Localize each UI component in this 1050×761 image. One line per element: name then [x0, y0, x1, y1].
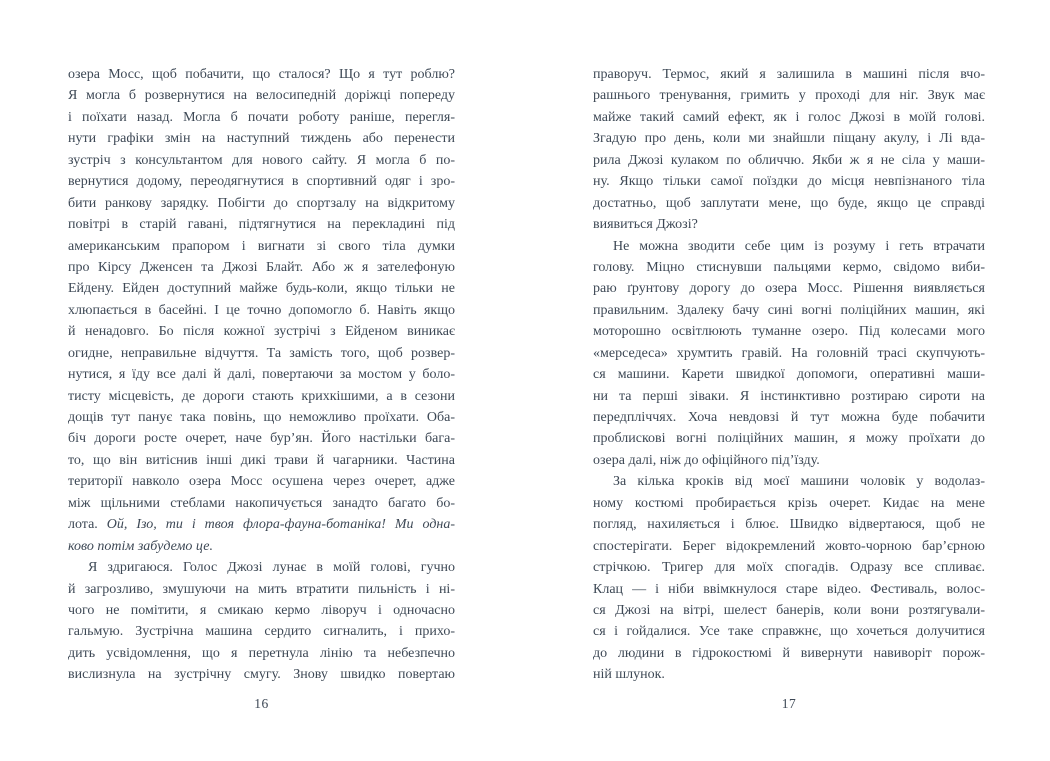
- page-number-left: 16: [254, 696, 269, 711]
- text-line: ся і гойдалися. Усе таке справжнє, що хочеться долучитися: [593, 624, 985, 640]
- text-line: території навколо озера Мосс осушена через очерет, адже: [68, 474, 455, 490]
- text-column-right: [593, 64, 985, 686]
- text-line: стрічкою. Тригер для моїх спогадів. Одразу все спливає.: [593, 560, 985, 576]
- text-line: й загрозливо, змушуючи на мить втратити пильність і ні-: [68, 581, 455, 597]
- text-line: дить усвідомлення, що я перетнула лінію та небезпечно: [68, 645, 455, 661]
- text-line: озера далі, ніж до офіційного під’їзду.: [593, 452, 820, 468]
- text-line: про Кірсу Дженсен та Джозі Блайт. Або ж я зателефоную: [68, 259, 455, 275]
- text-line: ному костюмі пробирається крізь очерет. Кидає на мене: [593, 495, 985, 511]
- text-line: вернутися додому, переодягнутися в спортивний одяг і зро-: [68, 174, 455, 190]
- text-line: зустріч з консультантом для нового сайту. Я могла б по-: [68, 152, 455, 168]
- text-line: лота. Ой, Ізо, ти і твоя флора-фауна-ботаніка! Ми одна-: [68, 517, 455, 533]
- text-line: біч дороги росте очерет, наче бур’ян. Його настільки бага-: [68, 431, 455, 447]
- text-line: ни та перші зіваки. Я інстинктивно розтираю сироти на: [593, 388, 985, 404]
- text-line: Ейдену. Ейден доступний майже будь-коли, якщо тільки не: [68, 281, 455, 297]
- text-line: праворуч. Термос, який я залишила в машині після вчо-: [593, 67, 985, 82]
- text-line: передпліччях. Хоча невдовзі й тут можна буде побачити: [593, 410, 985, 425]
- page-number-right: 17: [781, 696, 797, 711]
- text-line: рила Джозі кулаком по обличчю. Якби ж я не сіла у маши-: [593, 152, 985, 168]
- text-line: Я здригаюся. Голос Джозі лунає в моїй голові, гучно: [88, 560, 455, 576]
- text-line: раю ґрунтову дорогу до озера Мосс. Рішення виявляється: [593, 281, 985, 297]
- text-line: майже такий самий ефект, як і голос Джозі в моїй голові.: [593, 109, 985, 125]
- text-line: озера Мосс, щоб побачити, що сталося? Що я тут роблю?: [68, 67, 455, 82]
- text-line: виявиться Джозі?: [593, 217, 698, 233]
- text-line: чого не помітити, я смикаю кермо ліворуч і одночасно: [68, 602, 455, 618]
- text-line: правильним. Здалеку бачу сині вогні поліційних машин, які: [593, 302, 985, 318]
- text-line: нутися, я їду все далі й далі, повертаючи за мостом у боло-: [68, 367, 455, 383]
- text-line: Клац — і ніби ввімкнулося старе відео. Фестиваль, волос-: [593, 581, 985, 597]
- text-line: «мерседеса» хрумтить гравій. На головній трасі скупчують-: [593, 345, 985, 361]
- text-line: й ненадовго. Бо після кожної зустрічі з Ейденом виникає: [68, 324, 455, 340]
- text-line: погляд, нахиляється і блює. Швидко відвертаюся, щоб не: [593, 517, 985, 533]
- text-line: то, що він витіснив інші дикі трави й чагарники. Частина: [68, 452, 455, 468]
- text-column-left: [68, 64, 455, 686]
- text-line: американським прапором і вигнати зі свого тіла думки: [68, 238, 455, 254]
- text-line: і поїхати назад. Могла б почати роботу раніше, перегля-: [68, 109, 455, 125]
- text-line: гальмую. Зустрічна машина сердито сигналить, і прихо-: [68, 624, 455, 640]
- text-line: нути графіки змін на наступний тиждень або перенести: [68, 131, 455, 147]
- text-line: ній шлунок.: [593, 667, 665, 683]
- text-line: Не можна зводити себе цим із розуму і геть втрачати: [613, 238, 985, 254]
- text-line: ся Джозі на вітрі, шелест банерів, коли вони розтягували-: [593, 602, 985, 618]
- text-line: ся машини. Карети швидкої допомоги, оперативні маши-: [593, 367, 985, 383]
- text-line: хлюпається в басейні. І це точно допомогло б. Навіть якщо: [68, 302, 455, 318]
- text-line: вислизнула на зустрічну смугу. Знову швидко повертаю: [68, 667, 455, 683]
- text-line: дощів тут панує така повінь, що неможливо проїхати. Оба-: [68, 410, 455, 425]
- text-line: до людини в гідрокостюмі й вивернути навиворіт порож-: [593, 645, 985, 661]
- text-line: ково потім забудемо це.: [68, 538, 213, 554]
- text-line: огидне, неправильне відчуття. Та замість того, щоб розвер-: [68, 345, 455, 361]
- text-line: рашнього тренування, гримить у проході для ніг. Звук має: [593, 88, 985, 104]
- text-line: моторошно освітлюють туманне озеро. Під колесами мого: [593, 324, 985, 340]
- text-line: Я могла б розвернутися на велосипедній доріжці попереду: [68, 88, 455, 104]
- text-line: тисту місцевість, де дороги стають крихкішими, а в сезони: [68, 388, 455, 404]
- text-line: ну. Якщо тільки самої поїздки до місця невпізнаного тіла: [593, 174, 985, 190]
- text-line: достатньо, щоб заплутати мене, що буде, якщо це справді: [593, 195, 985, 211]
- text-line: бити ранкову зарядку. Побігти до спортзалу на відкритому: [68, 195, 455, 211]
- text-line: голову. Міцно стиснувши пальцями кермо, свідомо виби-: [593, 259, 985, 275]
- text-line: спостерігати. Берег відокремлений жовто-чорною бар’єрною: [593, 538, 985, 554]
- text-line: повітрі в старій гавані, підтягнутися на перекладині під: [68, 217, 455, 233]
- text-line: між щільними стеблами накопичується занадто багато бо-: [68, 495, 455, 511]
- text-line: проблискові вогні поліційних машин, я можу проїхати до: [593, 431, 985, 447]
- text-line: За кілька кроків від моєї машини чоловік у водолаз-: [613, 474, 985, 490]
- text-line: Згадую про день, коли ми знайшли піщану акулу, і Лі вда-: [593, 131, 985, 147]
